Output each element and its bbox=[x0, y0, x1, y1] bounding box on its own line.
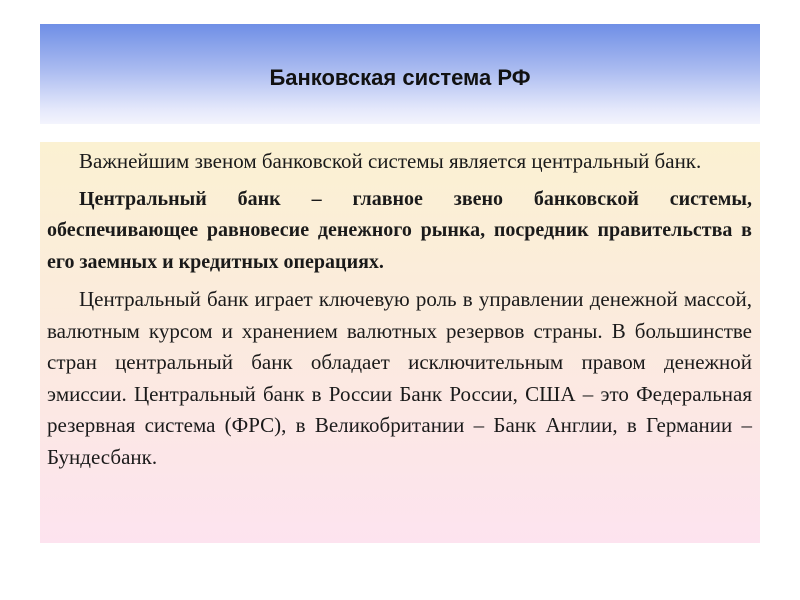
title-bar bbox=[40, 24, 760, 124]
paragraph-details: Центральный банк играет ключевую роль в управлении денежной массой, валютным курсом и хранением валютных резервов страны. В большинстве стран центральный банк обладает исключительным правом денежной эмиссии. Центральный банк в России Банк России, США – это Федеральная резервная система (ФРС), в Великобритании – Банк Англии, в Германии – Бундесбанк. bbox=[47, 287, 752, 469]
slide-title: Банковская система РФ bbox=[269, 65, 531, 90]
paragraph-definition: Центральный банк – главное звено банковской системы, обеспечивающее равновесие денежного рынка, посредник правительства в его заемных и кредитных операциях. bbox=[47, 187, 752, 273]
paragraph-intro: Важнейшим звеном банковской системы является центральный банк. bbox=[79, 149, 702, 173]
content-box bbox=[40, 142, 760, 543]
